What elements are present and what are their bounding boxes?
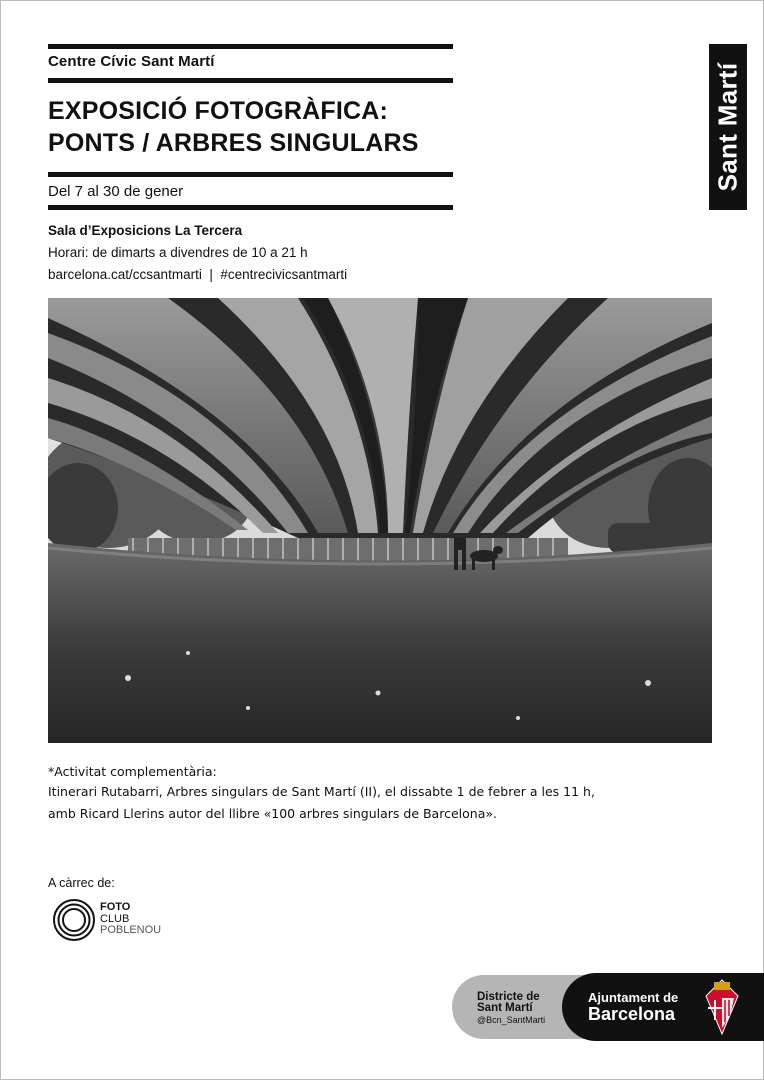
top-rule [48,44,453,49]
rule [48,205,453,210]
activity-line-1: Itinerari Rutabarri, Arbres singulars de Sant Martí (II), el dissabte 1 de febrer a les 11 h, [48,784,595,799]
exhibition-title [48,95,419,159]
district-name [477,992,540,1014]
district-handle[interactable]: @Bcn_SantMarti [477,1015,546,1025]
logo-line-3: POBLENOU [100,924,162,936]
ajuntament-line-1: Ajuntament de [588,990,679,1005]
rule [48,78,453,83]
activity-line-2: amb Ricard Llerins autor del llibre «100 arbres singulars de Barcelona». [48,806,497,821]
logo-line-2: CLUB [100,912,130,925]
ajuntament-line-2: Barcelona [588,1004,676,1024]
foto-club-wordmark [100,902,161,937]
district-line-1: Districte de [477,991,540,1003]
organizer-label: A càrrec de: [48,876,115,890]
logo-line-1: FOTO [100,901,131,913]
activity-heading: *Activitat complementària: [48,764,217,779]
venue-name: Centre Cívic Sant Martí [48,53,215,70]
district-line-2: Sant Martí [477,1002,533,1014]
exhibition-photo [48,298,712,743]
foto-club-rings-icon [52,898,96,942]
web-links[interactable]: barcelona.cat/ccsantmarti | #centrecivicsantmarti [48,267,348,282]
opening-hours: Horari: de dimarts a divendres de 10 a 21 h [48,245,308,260]
hall-name: Sala d’Exposicions La Tercera [48,223,243,238]
foto-club-poblenou-logo [52,898,172,944]
title-line-1: EXPOSICIÓ FOTOGRÀFICA: [48,97,389,125]
title-line-2: PONTS / ARBRES SINGULARS [48,129,419,157]
exhibition-dates: Del 7 al 30 de gener [48,183,184,200]
rule [48,172,453,177]
barcelona-crest-icon [694,978,750,1036]
district-side-tab [709,44,747,210]
side-tab-label: Sant Martí [712,62,743,192]
